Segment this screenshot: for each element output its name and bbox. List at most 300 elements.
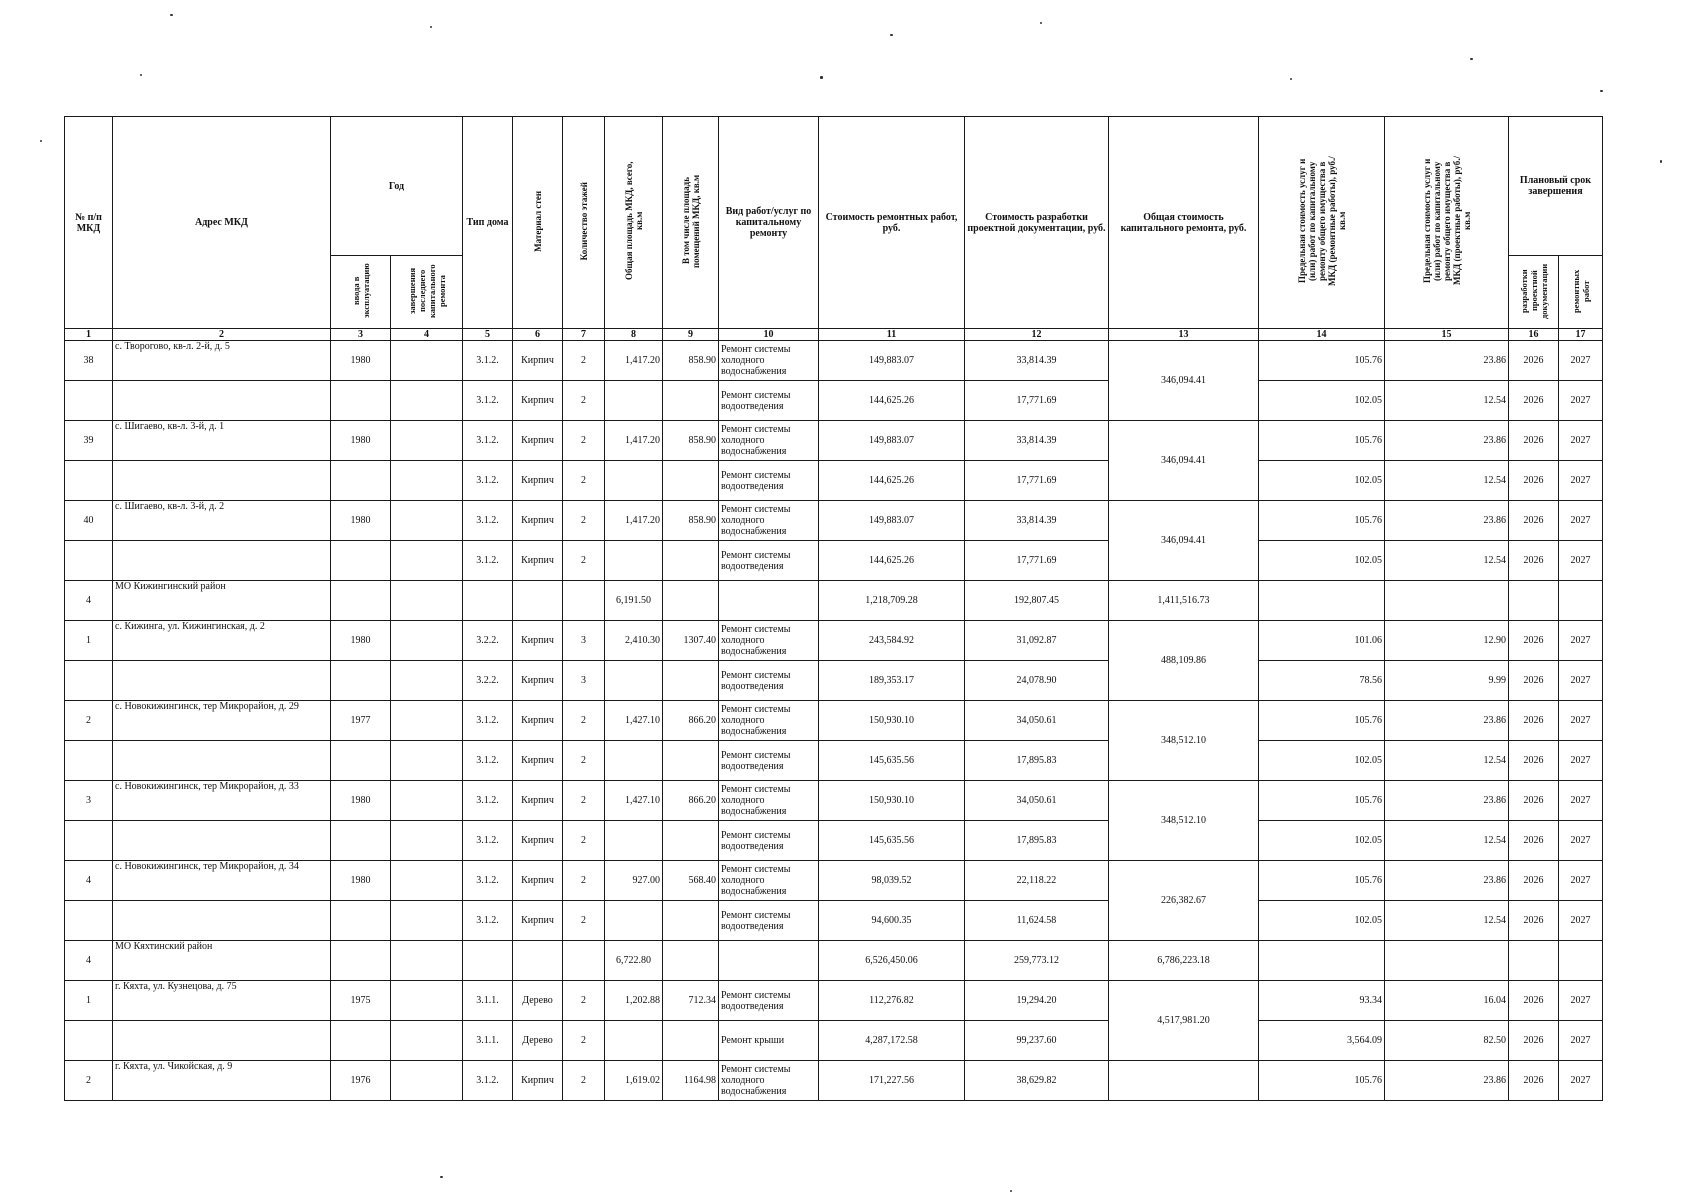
empty-cell (719, 581, 819, 621)
column-number: 5 (463, 329, 513, 341)
design-cost: 34,050.61 (965, 781, 1109, 821)
limit-repair: 105.76 (1259, 421, 1385, 461)
work-type: Ремонт системы водоотведения (719, 661, 819, 701)
repair-cost: 144,625.26 (819, 381, 965, 421)
repair-cost: 150,930.10 (819, 701, 965, 741)
floors: 2 (563, 461, 605, 501)
wall-material: Кирпич (513, 1061, 563, 1101)
row-number: 4 (65, 941, 113, 981)
empty-cell (563, 581, 605, 621)
column-number: 7 (563, 329, 605, 341)
year-commissioning (331, 741, 391, 781)
table-row (65, 901, 1603, 941)
table-row (65, 461, 1603, 501)
table-row (65, 341, 1603, 381)
header-limit-repair: Предельная стоимость услуг и (или) работ по капитальному ремонту общего имущества в МКД (ремонтные работы), руб./кв.м (1259, 117, 1385, 329)
empty-cell (463, 581, 513, 621)
row-number (65, 461, 113, 501)
plan-design-year: 2026 (1509, 781, 1559, 821)
house-type: 3.1.1. (463, 1021, 513, 1061)
design-cost: 17,771.69 (965, 541, 1109, 581)
plan-design-year: 2026 (1509, 501, 1559, 541)
year-commissioning: 1975 (331, 981, 391, 1021)
header-repair-cost: Стоимость ремонтных работ, руб. (819, 117, 965, 329)
work-type: Ремонт системы водоотведения (719, 901, 819, 941)
work-type: Ремонт системы водоотведения (719, 461, 819, 501)
year-last-repair (391, 501, 463, 541)
repair-cost: 149,883.07 (819, 501, 965, 541)
repair-cost: 144,625.26 (819, 541, 965, 581)
address: с. Шигаево, кв-л. 3-й, д. 1 (113, 421, 331, 461)
floors: 2 (563, 501, 605, 541)
table-row (65, 541, 1603, 581)
floors: 3 (563, 621, 605, 661)
column-number: 1 (65, 329, 113, 341)
column-number: 15 (1385, 329, 1509, 341)
limit-design: 23.86 (1385, 341, 1509, 381)
house-type: 3.1.2. (463, 1061, 513, 1101)
empty-cell (331, 581, 391, 621)
house-type: 3.1.2. (463, 821, 513, 861)
empty-cell (1509, 581, 1559, 621)
year-last-repair (391, 1021, 463, 1061)
floors: 2 (563, 741, 605, 781)
year-commissioning (331, 1021, 391, 1061)
header-total-cost: Общая стоимость капитального ремонта, руб. (1109, 117, 1259, 329)
living-area: 1307.40 (663, 621, 719, 661)
limit-repair: 102.05 (1259, 381, 1385, 421)
year-last-repair (391, 701, 463, 741)
limit-repair: 105.76 (1259, 1061, 1385, 1101)
column-number: 3 (331, 329, 391, 341)
table-row (65, 381, 1603, 421)
limit-design: 9.99 (1385, 661, 1509, 701)
year-commissioning: 1976 (331, 1061, 391, 1101)
total-area (605, 381, 663, 421)
floors: 2 (563, 341, 605, 381)
design-cost: 11,624.58 (965, 901, 1109, 941)
plan-design-year: 2026 (1509, 861, 1559, 901)
scan-speck (1470, 58, 1473, 60)
header-design-cost: Стоимость разработки проектной документации, руб. (965, 117, 1109, 329)
column-number: 6 (513, 329, 563, 341)
design-cost: 259,773.12 (965, 941, 1109, 981)
floors: 2 (563, 701, 605, 741)
row-number: 1 (65, 621, 113, 661)
empty-cell (663, 941, 719, 981)
column-number: 10 (719, 329, 819, 341)
plan-repair-year: 2027 (1559, 621, 1603, 661)
row-number (65, 541, 113, 581)
total-cost: 346,094.41 (1109, 341, 1259, 421)
house-type: 3.1.2. (463, 501, 513, 541)
table-row (65, 1061, 1603, 1101)
column-number: 11 (819, 329, 965, 341)
address (113, 1021, 331, 1061)
repair-cost: 112,276.82 (819, 981, 965, 1021)
limit-design: 12.54 (1385, 541, 1509, 581)
table-row (65, 781, 1603, 821)
year-commissioning: 1980 (331, 781, 391, 821)
year-commissioning (331, 901, 391, 941)
limit-repair: 105.76 (1259, 701, 1385, 741)
empty-cell (331, 941, 391, 981)
house-type: 3.1.2. (463, 421, 513, 461)
capital-repair-table (64, 116, 1603, 1101)
total-cost: 488,109.86 (1109, 621, 1259, 701)
total-cost: 348,512.10 (1109, 701, 1259, 781)
work-type: Ремонт системы холодного водоснабжения (719, 781, 819, 821)
scan-speck (140, 74, 142, 76)
plan-design-year: 2026 (1509, 461, 1559, 501)
house-type: 3.1.2. (463, 381, 513, 421)
header-year: Год (331, 117, 463, 256)
year-last-repair (391, 461, 463, 501)
header-address: Адрес МКД (113, 117, 331, 329)
header-year-last-repair: завершения последнего капитального ремонта (391, 256, 463, 329)
limit-design: 12.54 (1385, 821, 1509, 861)
limit-repair: 102.05 (1259, 741, 1385, 781)
work-type: Ремонт системы водоотведения (719, 741, 819, 781)
wall-material: Кирпич (513, 341, 563, 381)
year-commissioning: 1977 (331, 701, 391, 741)
header-wall-material: Материал стен (513, 117, 563, 329)
row-number: 3 (65, 781, 113, 821)
house-type: 3.1.2. (463, 781, 513, 821)
scan-speck (1040, 22, 1042, 24)
plan-design-year: 2026 (1509, 821, 1559, 861)
table-row (65, 501, 1603, 541)
scan-speck (1660, 160, 1662, 163)
row-number: 40 (65, 501, 113, 541)
district-name: МО Кяхтинский район (113, 941, 331, 981)
empty-cell (513, 941, 563, 981)
scan-speck (1010, 1190, 1012, 1192)
limit-design: 23.86 (1385, 701, 1509, 741)
work-type: Ремонт системы водоотведения (719, 981, 819, 1021)
column-number: 2 (113, 329, 331, 341)
design-cost: 24,078.90 (965, 661, 1109, 701)
header-plan-repair: ремонтных работ (1559, 256, 1603, 329)
floors: 2 (563, 981, 605, 1021)
total-area (605, 541, 663, 581)
year-last-repair (391, 1061, 463, 1101)
empty-cell (563, 941, 605, 981)
year-commissioning (331, 661, 391, 701)
table-row (65, 741, 1603, 781)
work-type: Ремонт системы водоотведения (719, 381, 819, 421)
living-area: 858.90 (663, 341, 719, 381)
work-type: Ремонт системы холодного водоснабжения (719, 501, 819, 541)
year-commissioning (331, 381, 391, 421)
living-area (663, 381, 719, 421)
limit-repair: 3,564.09 (1259, 1021, 1385, 1061)
wall-material: Кирпич (513, 421, 563, 461)
plan-repair-year: 2027 (1559, 661, 1603, 701)
row-number: 2 (65, 701, 113, 741)
floors: 2 (563, 821, 605, 861)
plan-repair-year: 2027 (1559, 341, 1603, 381)
floors: 2 (563, 1061, 605, 1101)
empty-cell (513, 581, 563, 621)
year-last-repair (391, 901, 463, 941)
wall-material: Кирпич (513, 541, 563, 581)
header-living-area: В том числе площадь помещений МКД, кв.м (663, 117, 719, 329)
total-area (605, 661, 663, 701)
address: с. Шигаево, кв-л. 3-й, д. 2 (113, 501, 331, 541)
row-number (65, 741, 113, 781)
limit-repair: 102.05 (1259, 821, 1385, 861)
wall-material: Дерево (513, 1021, 563, 1061)
year-last-repair (391, 821, 463, 861)
year-last-repair (391, 741, 463, 781)
work-type: Ремонт системы холодного водоснабжения (719, 1061, 819, 1101)
plan-design-year: 2026 (1509, 621, 1559, 661)
wall-material: Кирпич (513, 661, 563, 701)
limit-design: 16.04 (1385, 981, 1509, 1021)
scan-speck (820, 76, 823, 79)
design-cost: 99,237.60 (965, 1021, 1109, 1061)
repair-cost: 145,635.56 (819, 741, 965, 781)
limit-design: 12.54 (1385, 741, 1509, 781)
plan-design-year: 2026 (1509, 1021, 1559, 1061)
empty-cell (391, 581, 463, 621)
total-area: 1,427.10 (605, 701, 663, 741)
empty-cell (1559, 941, 1603, 981)
work-type: Ремонт системы водоотведения (719, 821, 819, 861)
empty-cell (663, 581, 719, 621)
total-cost: 346,094.41 (1109, 501, 1259, 581)
column-number: 4 (391, 329, 463, 341)
limit-design: 12.54 (1385, 461, 1509, 501)
limit-repair: 78.56 (1259, 661, 1385, 701)
living-area: 866.20 (663, 701, 719, 741)
total-area: 2,410.30 (605, 621, 663, 661)
house-type: 3.2.2. (463, 661, 513, 701)
year-last-repair (391, 541, 463, 581)
house-type: 3.1.1. (463, 981, 513, 1021)
year-commissioning (331, 821, 391, 861)
year-last-repair (391, 781, 463, 821)
repair-cost: 149,883.07 (819, 421, 965, 461)
total-cost (1109, 1061, 1259, 1101)
total-area (605, 821, 663, 861)
plan-repair-year: 2027 (1559, 1021, 1603, 1061)
total-area (605, 901, 663, 941)
living-area (663, 541, 719, 581)
address (113, 541, 331, 581)
header-plan-design: разработки проектной документации (1509, 256, 1559, 329)
empty-cell (391, 941, 463, 981)
scan-speck (1600, 90, 1603, 92)
design-cost: 192,807.45 (965, 581, 1109, 621)
repair-cost: 94,600.35 (819, 901, 965, 941)
house-type: 3.1.2. (463, 341, 513, 381)
plan-repair-year: 2027 (1559, 821, 1603, 861)
row-number: 4 (65, 861, 113, 901)
living-area (663, 661, 719, 701)
living-area (663, 821, 719, 861)
row-number (65, 821, 113, 861)
address (113, 461, 331, 501)
wall-material: Кирпич (513, 501, 563, 541)
wall-material: Кирпич (513, 741, 563, 781)
work-type: Ремонт системы холодного водоснабжения (719, 861, 819, 901)
table-row (65, 621, 1603, 661)
address (113, 901, 331, 941)
plan-repair-year: 2027 (1559, 901, 1603, 941)
column-number: 8 (605, 329, 663, 341)
year-commissioning: 1980 (331, 341, 391, 381)
empty-cell (1259, 581, 1385, 621)
total-area (605, 1021, 663, 1061)
address (113, 741, 331, 781)
repair-cost: 149,883.07 (819, 341, 965, 381)
living-area: 712.34 (663, 981, 719, 1021)
address: с. Новокижингинск, тер Микрорайон, д. 34 (113, 861, 331, 901)
year-last-repair (391, 861, 463, 901)
design-cost: 17,895.83 (965, 741, 1109, 781)
plan-design-year: 2026 (1509, 541, 1559, 581)
year-commissioning: 1980 (331, 501, 391, 541)
repair-cost: 1,218,709.28 (819, 581, 965, 621)
row-number (65, 661, 113, 701)
total-cost: 348,512.10 (1109, 781, 1259, 861)
design-cost: 31,092.87 (965, 621, 1109, 661)
repair-cost: 6,526,450.06 (819, 941, 965, 981)
total-area: 1,417.20 (605, 341, 663, 381)
header-limit-design: Предельная стоимость услуг и (или) работ по капитальному ремонту общего имущества в МКД (проектные работы), руб./кв.м (1385, 117, 1509, 329)
total-area: 1,427.10 (605, 781, 663, 821)
repair-cost: 4,287,172.58 (819, 1021, 965, 1061)
row-number: 38 (65, 341, 113, 381)
plan-repair-year: 2027 (1559, 381, 1603, 421)
work-type: Ремонт системы холодного водоснабжения (719, 621, 819, 661)
work-type: Ремонт системы холодного водоснабжения (719, 341, 819, 381)
district-row (65, 581, 1603, 621)
empty-cell (1385, 581, 1509, 621)
plan-design-year: 2026 (1509, 341, 1559, 381)
floors: 2 (563, 901, 605, 941)
work-type: Ремонт системы холодного водоснабжения (719, 701, 819, 741)
table-row (65, 701, 1603, 741)
limit-repair: 102.05 (1259, 461, 1385, 501)
row-number: 2 (65, 1061, 113, 1101)
plan-repair-year: 2027 (1559, 541, 1603, 581)
table-row (65, 821, 1603, 861)
address (113, 821, 331, 861)
limit-repair: 102.05 (1259, 901, 1385, 941)
total-cost: 4,517,981.20 (1109, 981, 1259, 1061)
design-cost: 22,118.22 (965, 861, 1109, 901)
empty-cell (463, 941, 513, 981)
house-type: 3.1.2. (463, 741, 513, 781)
year-last-repair (391, 421, 463, 461)
empty-cell (1509, 941, 1559, 981)
design-cost: 17,771.69 (965, 461, 1109, 501)
house-type: 3.1.2. (463, 861, 513, 901)
year-last-repair (391, 621, 463, 661)
table-row (65, 861, 1603, 901)
plan-repair-year: 2027 (1559, 1061, 1603, 1101)
work-type: Ремонт системы водоотведения (719, 541, 819, 581)
table-row (65, 1021, 1603, 1061)
wall-material: Кирпич (513, 901, 563, 941)
limit-repair: 105.76 (1259, 781, 1385, 821)
design-cost: 17,771.69 (965, 381, 1109, 421)
column-number: 16 (1509, 329, 1559, 341)
total-area: 6,191.50 (605, 581, 663, 621)
limit-design: 23.86 (1385, 861, 1509, 901)
limit-design: 23.86 (1385, 501, 1509, 541)
floors: 2 (563, 421, 605, 461)
scan-speck (430, 26, 432, 28)
header-floors: Количество этажей (563, 117, 605, 329)
wall-material: Кирпич (513, 861, 563, 901)
limit-repair: 93.34 (1259, 981, 1385, 1021)
year-last-repair (391, 381, 463, 421)
living-area (663, 741, 719, 781)
living-area: 858.90 (663, 501, 719, 541)
address: с. Кижинга, ул. Кижингинская, д. 2 (113, 621, 331, 661)
living-area: 568.40 (663, 861, 719, 901)
plan-repair-year: 2027 (1559, 461, 1603, 501)
house-type: 3.2.2. (463, 621, 513, 661)
design-cost: 34,050.61 (965, 701, 1109, 741)
column-number: 17 (1559, 329, 1603, 341)
year-commissioning (331, 541, 391, 581)
total-cost: 1,411,516.73 (1109, 581, 1259, 621)
repair-cost: 145,635.56 (819, 821, 965, 861)
living-area: 858.90 (663, 421, 719, 461)
limit-repair: 101.06 (1259, 621, 1385, 661)
year-commissioning (331, 461, 391, 501)
plan-repair-year: 2027 (1559, 861, 1603, 901)
wall-material: Дерево (513, 981, 563, 1021)
design-cost: 33,814.39 (965, 501, 1109, 541)
limit-design: 23.86 (1385, 1061, 1509, 1101)
address: г. Кяхта, ул. Чикойская, д. 9 (113, 1061, 331, 1101)
design-cost: 38,629.82 (965, 1061, 1109, 1101)
district-name: МО Кижингинский район (113, 581, 331, 621)
limit-design: 23.86 (1385, 421, 1509, 461)
scan-speck (1290, 78, 1292, 80)
plan-design-year: 2026 (1509, 421, 1559, 461)
living-area (663, 1021, 719, 1061)
plan-design-year: 2026 (1509, 381, 1559, 421)
limit-repair: 105.76 (1259, 341, 1385, 381)
year-commissioning: 1980 (331, 621, 391, 661)
address: с. Новокижингинск, тер Микрорайон, д. 29 (113, 701, 331, 741)
repair-cost: 171,227.56 (819, 1061, 965, 1101)
repair-cost: 189,353.17 (819, 661, 965, 701)
address (113, 661, 331, 701)
wall-material: Кирпич (513, 701, 563, 741)
plan-design-year: 2026 (1509, 701, 1559, 741)
plan-repair-year: 2027 (1559, 741, 1603, 781)
floors: 2 (563, 781, 605, 821)
wall-material: Кирпич (513, 461, 563, 501)
plan-design-year: 2026 (1509, 1061, 1559, 1101)
design-cost: 33,814.39 (965, 341, 1109, 381)
plan-design-year: 2026 (1509, 901, 1559, 941)
repair-cost: 150,930.10 (819, 781, 965, 821)
design-cost: 33,814.39 (965, 421, 1109, 461)
total-area (605, 741, 663, 781)
total-area: 927.00 (605, 861, 663, 901)
table-row (65, 661, 1603, 701)
total-area: 1,417.20 (605, 501, 663, 541)
